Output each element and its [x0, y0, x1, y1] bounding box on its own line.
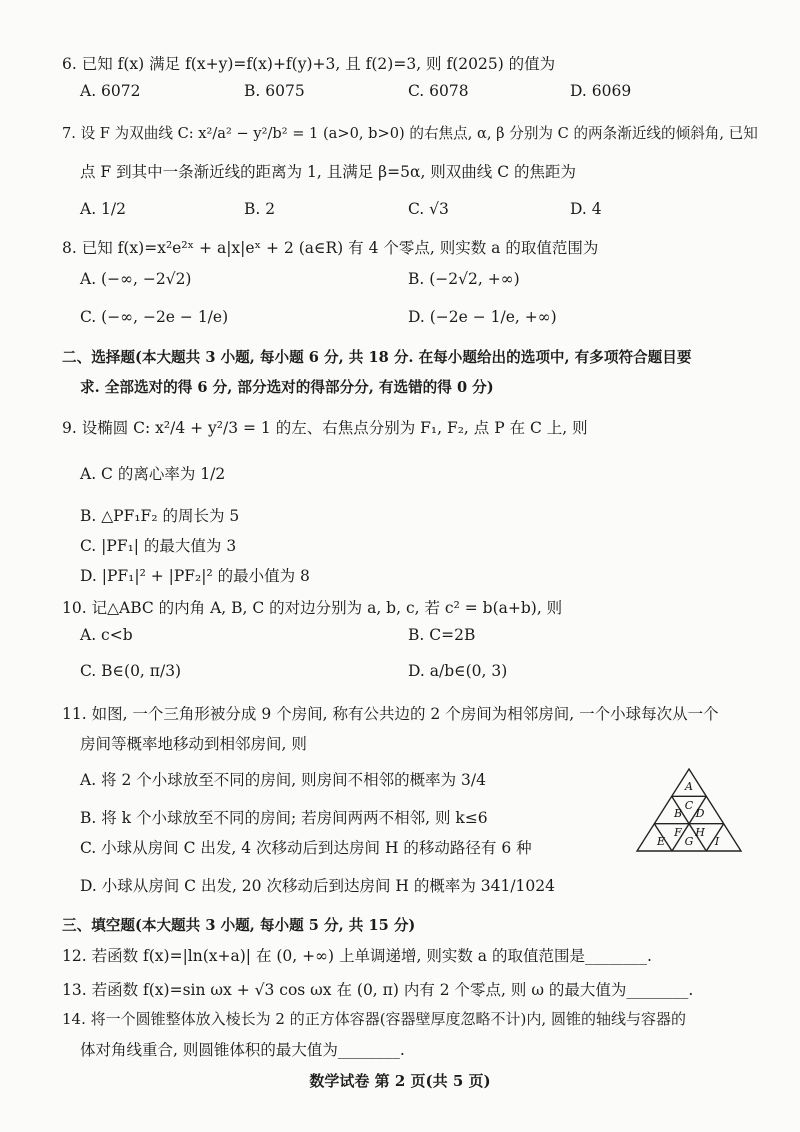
- q8-option-c: C. (−∞, −2e − 1/e): [80, 308, 229, 326]
- q11-option-d: D. 小球从房间 C 出发, 20 次移动后到达房间 H 的概率为 341/1024: [80, 877, 555, 895]
- q7-option-c: C. √3: [408, 200, 449, 218]
- room-label-c: C: [684, 799, 694, 812]
- q11-option-c: C. 小球从房间 C 出发, 4 次移动后到达房间 H 的移动路径有 6 种: [80, 839, 532, 857]
- room-label-d: D: [695, 807, 705, 820]
- q7-option-a: A. 1/2: [80, 200, 126, 218]
- q8-option-d: D. (−2e − 1/e, +∞): [408, 308, 557, 326]
- q6-option-c: C. 6078: [408, 82, 469, 100]
- q7-stem: 7. 设 F 为双曲线 C: x²/a² − y²/b² = 1 (a>0, b>0) 的右焦点, α, β 分别为 C 的两条渐近线的倾斜角, 已知: [62, 125, 758, 142]
- q8-stem: 8. 已知 f(x)=x²e²ˣ + a|x|eˣ + 2 (a∈R) 有 4 个零点, 则实数 a 的取值范围为: [62, 239, 599, 257]
- q11-option-b: B. 将 k 个小球放至不同的房间; 若房间两两不相邻, 则 k≤6: [80, 809, 488, 827]
- section-2-title: 二、选择题(本大题共 3 小题, 每小题 6 分, 共 18 分. 在每小题给出的选项中, 有多项符合题目要: [62, 349, 692, 366]
- q9-option-b: B. △PF₁F₂ 的周长为 5: [80, 507, 240, 525]
- q11-stem: 11. 如图, 一个三角形被分成 9 个房间, 称有公共边的 2 个房间为相邻房间, 一个小球每次从一个: [62, 705, 719, 723]
- q13-stem: 13. 若函数 f(x)=sin ωx + √3 cos ωx 在 (0, π) 内有 2 个零点, 则 ω 的最大值为________.: [62, 981, 694, 999]
- room-label-g: G: [684, 835, 694, 848]
- room-label-b: B: [673, 807, 683, 820]
- q7-option-d: D. 4: [570, 200, 602, 218]
- q7-stem-2: 点 F 到其中一条渐近线的距离为 1, 且满足 β=5α, 则双曲线 C 的焦距为: [80, 163, 577, 181]
- section-2-title-2: 求. 全部选对的得 6 分, 部分选对的得部分分, 有选错的得 0 分): [80, 379, 494, 396]
- page-footer: 数学试卷 第 2 页(共 5 页): [309, 1072, 491, 1090]
- q9-option-c: C. |PF₁| 的最大值为 3: [80, 537, 237, 555]
- q11-option-a: A. 将 2 个小球放至不同的房间, 则房间不相邻的概率为 3/4: [80, 771, 486, 789]
- q10-option-a: A. c<b: [80, 626, 133, 644]
- q10-option-d: D. a/b∈(0, 3): [408, 662, 508, 680]
- q6-option-b: B. 6075: [244, 82, 305, 100]
- room-label-h: H: [695, 826, 705, 839]
- q8-option-b: B. (−2√2, +∞): [408, 270, 520, 288]
- q8-option-a: A. (−∞, −2√2): [80, 270, 192, 288]
- room-label-e: E: [656, 835, 666, 848]
- room-label-a: A: [685, 780, 693, 793]
- q6-stem: 6. 已知 f(x) 满足 f(x+y)=f(x)+f(y)+3, 且 f(2)=3, 则 f(2025) 的值为: [62, 55, 556, 73]
- q14-stem-2: 体对角线重合, 则圆锥体积的最大值为________.: [80, 1041, 405, 1059]
- q7-option-b: B. 2: [244, 200, 276, 218]
- triangle-rooms-figure: [634, 766, 744, 854]
- q9-option-d: D. |PF₁|² + |PF₂|² 的最小值为 8: [80, 567, 310, 585]
- room-label-i: I: [714, 835, 720, 848]
- q10-option-c: C. B∈(0, π/3): [80, 662, 182, 680]
- q9-stem: 9. 设椭圆 C: x²/4 + y²/3 = 1 的左、右焦点分别为 F₁, F₂, 点 P 在 C 上, 则: [62, 419, 588, 437]
- section-3-title: 三、填空题(本大题共 3 小题, 每小题 5 分, 共 15 分): [62, 917, 416, 934]
- q6-option-a: A. 6072: [80, 82, 141, 100]
- q12-stem: 12. 若函数 f(x)=|ln(x+a)| 在 (0, +∞) 上单调递增, 则实数 a 的取值范围是________.: [62, 947, 652, 965]
- q11-stem-2: 房间等概率地移动到相邻房间, 则: [80, 735, 307, 753]
- q9-option-a: A. C 的离心率为 1/2: [80, 465, 226, 483]
- room-label-f: F: [674, 826, 682, 839]
- q6-option-d: D. 6069: [570, 82, 632, 100]
- q10-stem: 10. 记△ABC 的内角 A, B, C 的对边分别为 a, b, c, 若 c² = b(a+b), 则: [62, 599, 563, 617]
- q14-stem: 14. 将一个圆锥整体放入棱长为 2 的正方体容器(容器壁厚度忽略不计)内, 圆锥的轴线与容器的: [62, 1010, 686, 1028]
- q10-option-b: B. C=2B: [408, 626, 476, 644]
